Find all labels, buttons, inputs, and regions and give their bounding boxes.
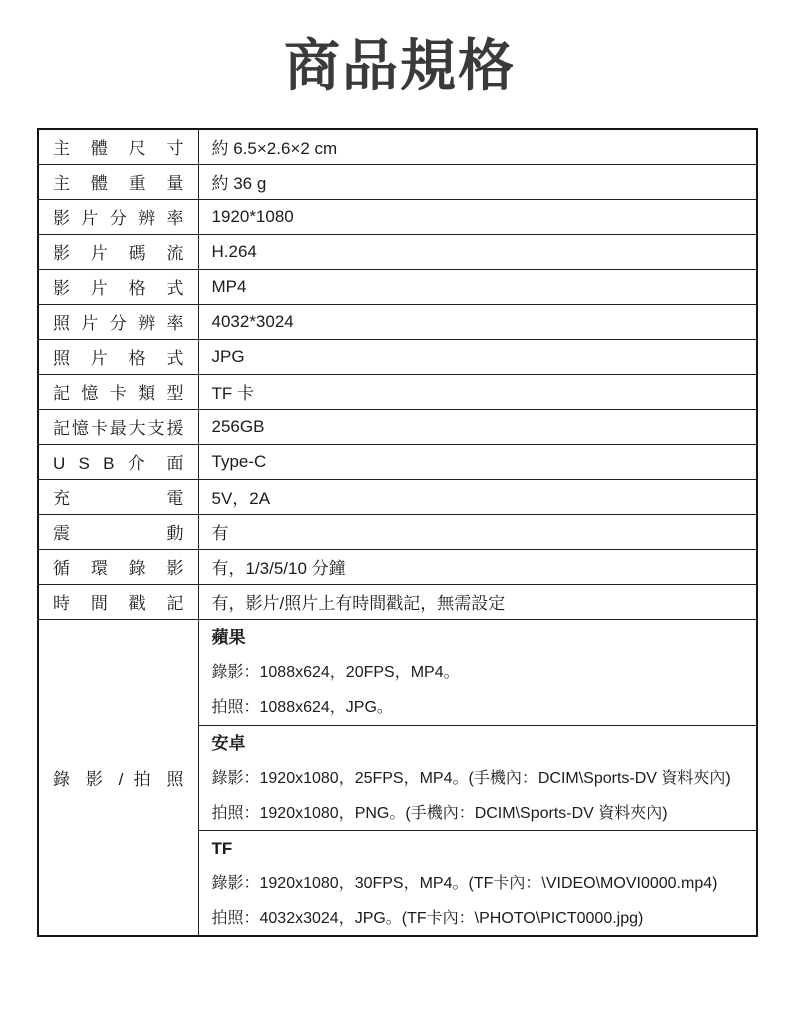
platform-heading: TF: [211, 838, 233, 858]
table-row: [38, 234, 757, 269]
video-detail-line: 錄影：1088x624，20FPS，MP4。: [211, 663, 460, 681]
spec-value: 256GB: [198, 409, 757, 444]
spec-value: 有，1/3/5/10 分鐘: [198, 549, 757, 584]
spec-label: 記 憶 卡 類 型: [38, 374, 198, 409]
recording-spec-group: [198, 619, 757, 936]
table-row: [38, 549, 757, 584]
table-row: [38, 304, 757, 339]
photo-detail-line: 拍照：1920x1080，PNG。(手機內：DCIM\Sports-DV 資料夾內): [211, 804, 668, 822]
spec-value: TF 卡: [198, 374, 757, 409]
spec-value: 5V，2A: [198, 479, 757, 514]
table-row: [38, 199, 757, 234]
spec-table: [37, 128, 758, 937]
table-row: [38, 444, 757, 479]
spec-value: 約 36 g: [198, 164, 757, 199]
table-row: [38, 409, 757, 444]
spec-label: 影 片 格 式: [38, 269, 198, 304]
photo-detail-line: 拍照：4032x3024，JPG。(TF卡內：\PHOTO\PICT0000.jpg): [211, 909, 644, 927]
table-row: [38, 269, 757, 304]
platform-heading: 安卓: [211, 733, 246, 753]
spec-label: 影 片 分 辨 率: [38, 199, 198, 234]
photo-detail-line: 拍照：1088x624，JPG。: [211, 698, 393, 716]
spec-label: U S B 介 面: [38, 444, 198, 479]
video-detail-line: 錄影：1920x1080，30FPS，MP4。(TF卡內：\VIDEO\MOVI0000.mp4): [211, 874, 718, 892]
spec-value: 有，影片/照片上有時間戳記，無需設定: [198, 584, 757, 619]
spec-label: 主 體 尺 寸: [38, 129, 198, 164]
spec-value: 4032*3024: [198, 304, 757, 339]
spec-value: Type-C: [198, 444, 757, 479]
spec-label: 照 片 分 辨 率: [38, 304, 198, 339]
platform-heading: 蘋果: [211, 627, 246, 647]
page-title: 商品規格: [284, 34, 516, 97]
spec-label: 記憶卡最大支援: [38, 409, 198, 444]
platform-section-android: [199, 725, 757, 830]
spec-label: 主 體 重 量: [38, 164, 198, 199]
spec-value: 1920*1080: [198, 199, 757, 234]
spec-label: 時 間 戳 記: [38, 584, 198, 619]
table-row: [38, 374, 757, 409]
spec-value: JPG: [198, 339, 757, 374]
spec-value: 約 6.5×2.6×2 cm: [198, 129, 757, 164]
spec-label-recording: 錄 影 / 拍 照: [38, 619, 198, 936]
platform-section-apple: [199, 620, 757, 725]
table-row: [38, 164, 757, 199]
spec-label: 影 片 碼 流: [38, 234, 198, 269]
spec-value: H.264: [198, 234, 757, 269]
spec-value: MP4: [198, 269, 757, 304]
table-row: [38, 479, 757, 514]
table-row: [38, 129, 757, 164]
spec-value: 有: [198, 514, 757, 549]
platform-section-tf: [199, 830, 757, 935]
video-detail-line: 錄影：1920x1080，25FPS，MP4。(手機內：DCIM\Sports-DV 資料夾內): [211, 769, 731, 787]
table-row-recording: [38, 619, 757, 936]
spec-label: 循 環 錄 影: [38, 549, 198, 584]
spec-label: 照 片 格 式: [38, 339, 198, 374]
table-row: [38, 339, 757, 374]
table-row: [38, 584, 757, 619]
spec-label: 震 動: [38, 514, 198, 549]
spec-label: 充 電: [38, 479, 198, 514]
table-row: [38, 514, 757, 549]
